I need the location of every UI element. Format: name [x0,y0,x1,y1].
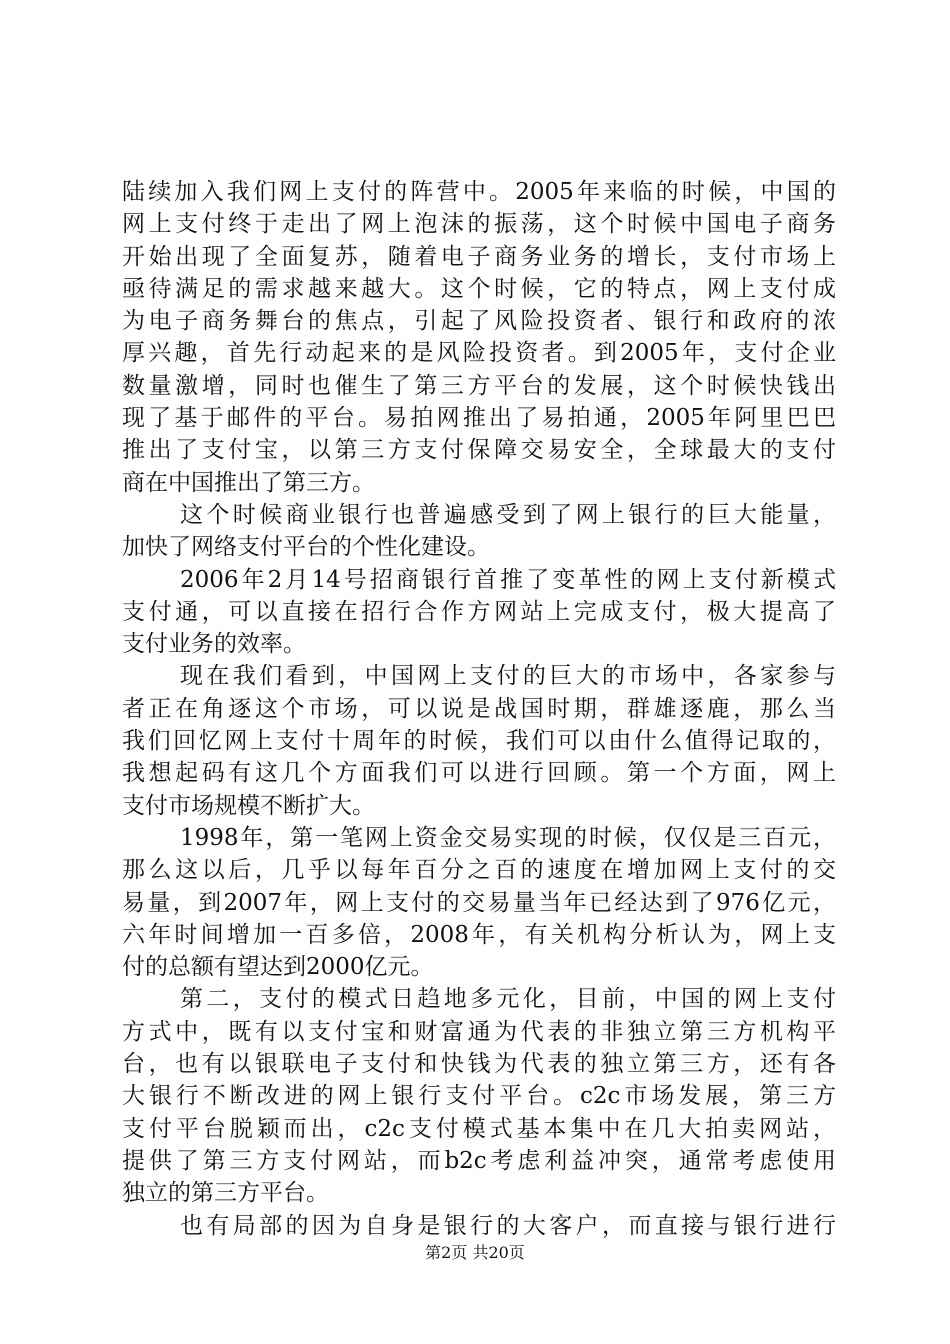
text-line: 也有局部的因为自身是银行的大客户，而直接与银行进行 [180,1212,836,1239]
text-line: 独立的第三方平台。 [122,1180,329,1207]
text-line: 我想起码有这几个方面我们可以进行回顾。第一个方面，网上 [122,760,836,787]
text-line: 为电子商务舞台的焦点，引起了风险投资者、银行和政府的浓 [122,308,836,335]
text-line: 付的总额有望达到2000亿元。 [122,954,434,981]
text-line: 加快了网络支付平台的个性化建设。 [122,534,490,561]
text-line: 商在中国推出了第三方。 [122,469,375,496]
text-line: 提供了第三方支付网站，而b2c考虑利益冲突，通常考虑使用 [122,1147,836,1174]
text-line: 亟待满足的需求越来越大。这个时候，它的特点，网上支付成 [122,275,836,302]
document-body [122,176,836,1242]
text-line: 大银行不断改进的网上银行支付平台。c2c市场发展，第三方 [122,1083,836,1110]
text-line: 网上支付终于走出了网上泡沫的振荡，这个时候中国电子商务 [122,211,836,238]
text-line: 支付市场规模不断扩大。 [122,792,375,819]
text-line: 者正在角逐这个市场，可以说是战国时期，群雄逐鹿，那么当 [122,695,836,722]
text-line: 我们回忆网上支付十周年的时候，我们可以由什么值得记取的， [122,728,836,755]
text-line: 那么这以后，几乎以每年百分之百的速度在增加网上支付的交 [122,857,836,884]
text-line: 数量激增，同时也催生了第三方平台的发展，这个时候快钱出 [122,372,836,399]
text-line: 现了基于邮件的平台。易拍网推出了易拍通，2005年阿里巴巴 [122,405,836,432]
text-line: 厚兴趣，首先行动起来的是风险投资者。到2005年，支付企业 [122,340,836,367]
text-line: 这个时候商业银行也普遍感受到了网上银行的巨大能量， [180,501,836,528]
text-line: 台，也有以银联电子支付和快钱为代表的独立第三方，还有各 [122,1051,836,1078]
text-line: 支付通，可以直接在招行合作方网站上完成支付，极大提高了 [122,598,836,625]
page-footer: 第2页 共20页 [425,1243,525,1262]
text-line: 支付平台脱颖而出，c2c支付模式基本集中在几大拍卖网站， [122,1115,836,1142]
text-line: 推出了支付宝，以第三方支付保障交易安全，全球最大的支付 [122,437,836,464]
text-line: 方式中，既有以支付宝和财富通为代表的非独立第三方机构平 [122,1018,836,1045]
text-line: 1998年，第一笔网上资金交易实现的时候，仅仅是三百元， [180,824,836,851]
text-line: 陆续加入我们网上支付的阵营中。2005年来临的时候，中国的 [122,179,836,205]
text-line: 开始出现了全面复苏，随着电子商务业务的增长，支付市场上 [122,243,836,270]
text-line: 六年时间增加一百多倍，2008年，有关机构分析认为，网上支 [122,921,836,948]
text-line: 现在我们看到，中国网上支付的巨大的市场中，各家参与 [180,663,836,690]
text-line: 易量，到2007年，网上支付的交易量当年已经达到了976亿元， [122,889,836,916]
text-line: 2006年2月14号招商银行首推了变革性的网上支付新模式 [180,566,836,593]
text-line: 支付业务的效率。 [122,631,306,658]
text-line: 第二，支付的模式日趋地多元化，目前，中国的网上支付 [180,986,836,1013]
